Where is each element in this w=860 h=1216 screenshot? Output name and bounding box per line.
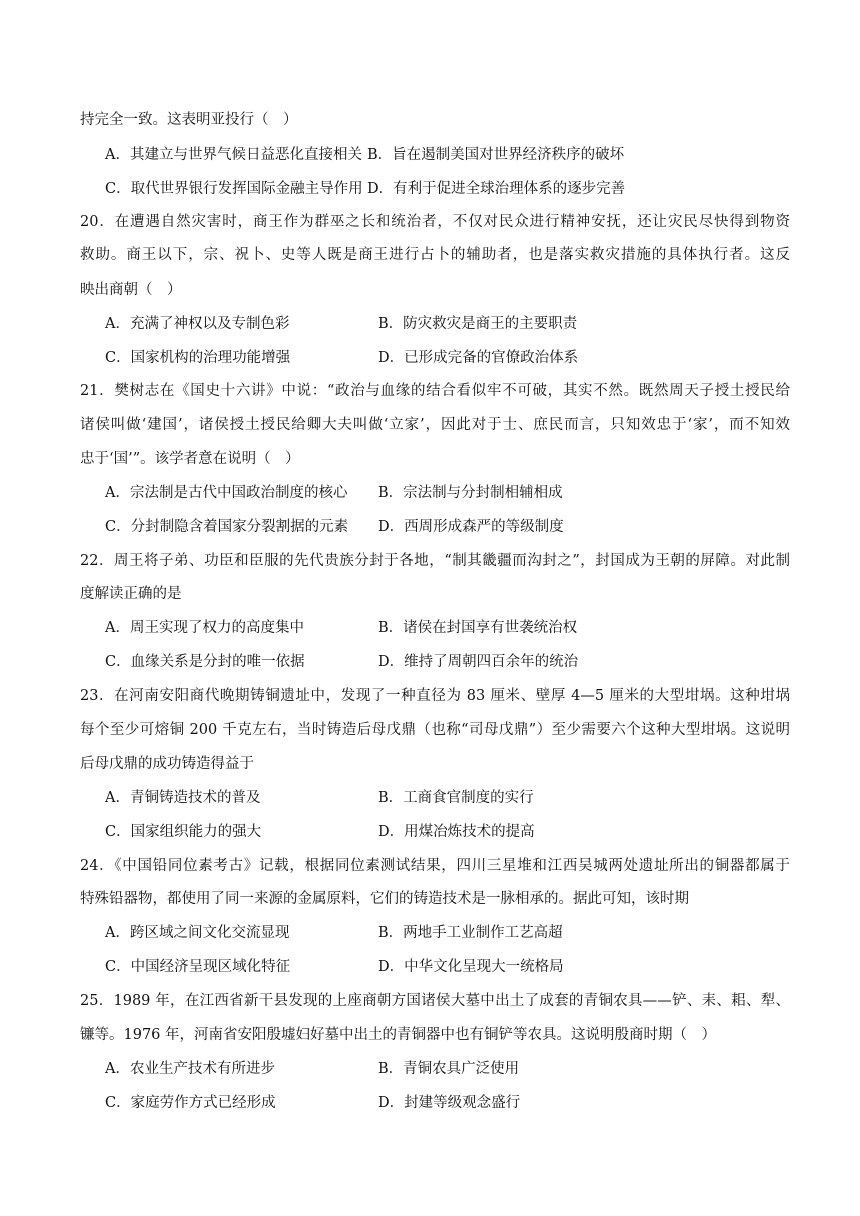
question-24-stem-line-2: 特殊铅器物，都使用了同一来源的金属原料，它们的铸造技术是一脉相承的。据此可知，该时期 [80, 891, 689, 907]
question-23-option-c: C．国家组织能力的强大 [105, 824, 262, 840]
question-25-option-c: C．家庭劳作方式已经形成 [105, 1095, 276, 1111]
question-20-option-a: A．充满了神权以及专制色彩 [105, 316, 290, 332]
question-19-option-b: B．旨在遏制美国对世界经济秩序的破坏 [367, 147, 625, 163]
question-21-option-a: A．宗法制是古代中国政治制度的核心 [105, 485, 348, 501]
question-22-option-a: A．周王实现了权力的高度集中 [105, 620, 304, 636]
question-19-option-c: C．取代世界银行发挥国际金融主导作用 [105, 181, 363, 197]
question-20-stem-line-1: 20．在遭遇自然灾害时，商王作为群巫之长和统治者，不仅对民众进行精神安抚，还让灾民尽快得到物资 [80, 214, 790, 230]
question-20-stem-line-3: 映出商朝（ ） [80, 282, 182, 298]
question-24-stem-line-1: 24．《中国铅同位素考古》记载，根据同位素测试结果，四川三星堆和江西吴城两处遗址所出的铜器都属于 [80, 858, 790, 874]
question-21-option-d: D．西周形成森严的等级制度 [378, 519, 564, 535]
question-21-option-c: C．分封制隐含着国家分裂割据的元素 [105, 519, 349, 535]
question-24-option-c: C．中国经济呈现区域化特征 [105, 959, 291, 975]
question-19-option-a: A．其建立与世界气候日益恶化直接相关 [105, 147, 362, 163]
question-23-stem-line-2: 每个至少可熔铜 200 千克左右，当时铸造后母戊鼎（也称“司母戊鼎”）至少需要六个这种大型坩埚。这说明 [80, 722, 790, 738]
question-25-option-d: D．封建等级观念盛行 [378, 1095, 521, 1111]
question-20-option-b: B．防灾救灾是商王的主要职责 [378, 316, 578, 332]
question-23-stem-line-1: 23．在河南安阳商代晚期铸铜遗址中，发现了一种直径为 83 厘米、壁厚 4—5 厘米的大型坩埚。这种坩埚 [80, 688, 790, 704]
question-21-option-b: B．宗法制与分封制相辅相成 [378, 485, 563, 501]
question-24-option-b: B．两地手工业制作工艺高超 [378, 925, 563, 941]
question-22-option-c: C．血缘关系是分封的唯一依据 [105, 654, 305, 670]
question-25-stem-line-1: 25．1989 年，在江西省新干县发现的上座商朝方国诸侯大墓中出土了成套的青铜农具——铲、耒、耜、犁、 [80, 993, 790, 1009]
question-25-stem-line-2: 镰等。1976 年，河南省安阳殷墟妇好墓中出土的青铜器中也有铜铲等农具。这说明殷商时期（ ） [80, 1027, 717, 1043]
question-23-option-b: B．工商食官制度的实行 [378, 790, 534, 806]
question-22-option-b: B．诸侯在封国享有世袭统治权 [378, 620, 578, 636]
question-25-option-a: A．农业生产技术有所进步 [105, 1061, 275, 1077]
question-19-option-d: D．有利于促进全球治理体系的逐步完善 [367, 181, 626, 197]
question-20-option-d: D．已形成完备的官僚政治体系 [378, 350, 579, 366]
question-24-option-d: D．中华文化呈现大一统格局 [378, 959, 564, 975]
question-20-option-c: C．国家机构的治理功能增强 [105, 350, 291, 366]
question-21-stem-line-3: 忠于‘国’”。该学者意在说明（ ） [80, 451, 300, 467]
question-22-option-d: D．维持了周朝四百余年的统治 [378, 654, 579, 670]
question-23-option-a: A．青铜铸造技术的普及 [105, 790, 261, 806]
question-21-stem-line-1: 21．樊树志在《国史十六讲》中说：“政治与血缘的结合看似牢不可破，其实不然。既然周天子授土授民给 [80, 383, 790, 399]
question-20-stem-line-2: 救助。商王以下，宗、祝卜、史等人既是商王进行占卜的辅助者，也是落实救灾措施的具体执行者。这反 [80, 247, 790, 263]
question-25-option-b: B．青铜农具广泛使用 [378, 1061, 520, 1077]
question-19-stem: 持完全一致。这表明亚投行（ ） [80, 112, 298, 128]
question-22-stem-line-2: 度解读正确的是 [80, 586, 182, 602]
question-23-stem-line-3: 后母戊鼎的成功铸造得益于 [80, 756, 254, 772]
question-24-option-a: A．跨区域之间文化交流显现 [105, 925, 290, 941]
question-21-stem-line-2: 诸侯叫做‘建国’，诸侯授土授民给卿大夫叫做‘立家’，因此对于士、庶民而言，只知效忠于‘家’，而不知效 [80, 417, 790, 433]
question-23-option-d: D．用煤冶炼技术的提高 [378, 824, 535, 840]
question-22-stem-line-1: 22．周王将子弟、功臣和臣服的先代贵族分封于各地，“制其畿疆而沟封之”，封国成为王朝的屏障。对此制 [80, 553, 790, 569]
